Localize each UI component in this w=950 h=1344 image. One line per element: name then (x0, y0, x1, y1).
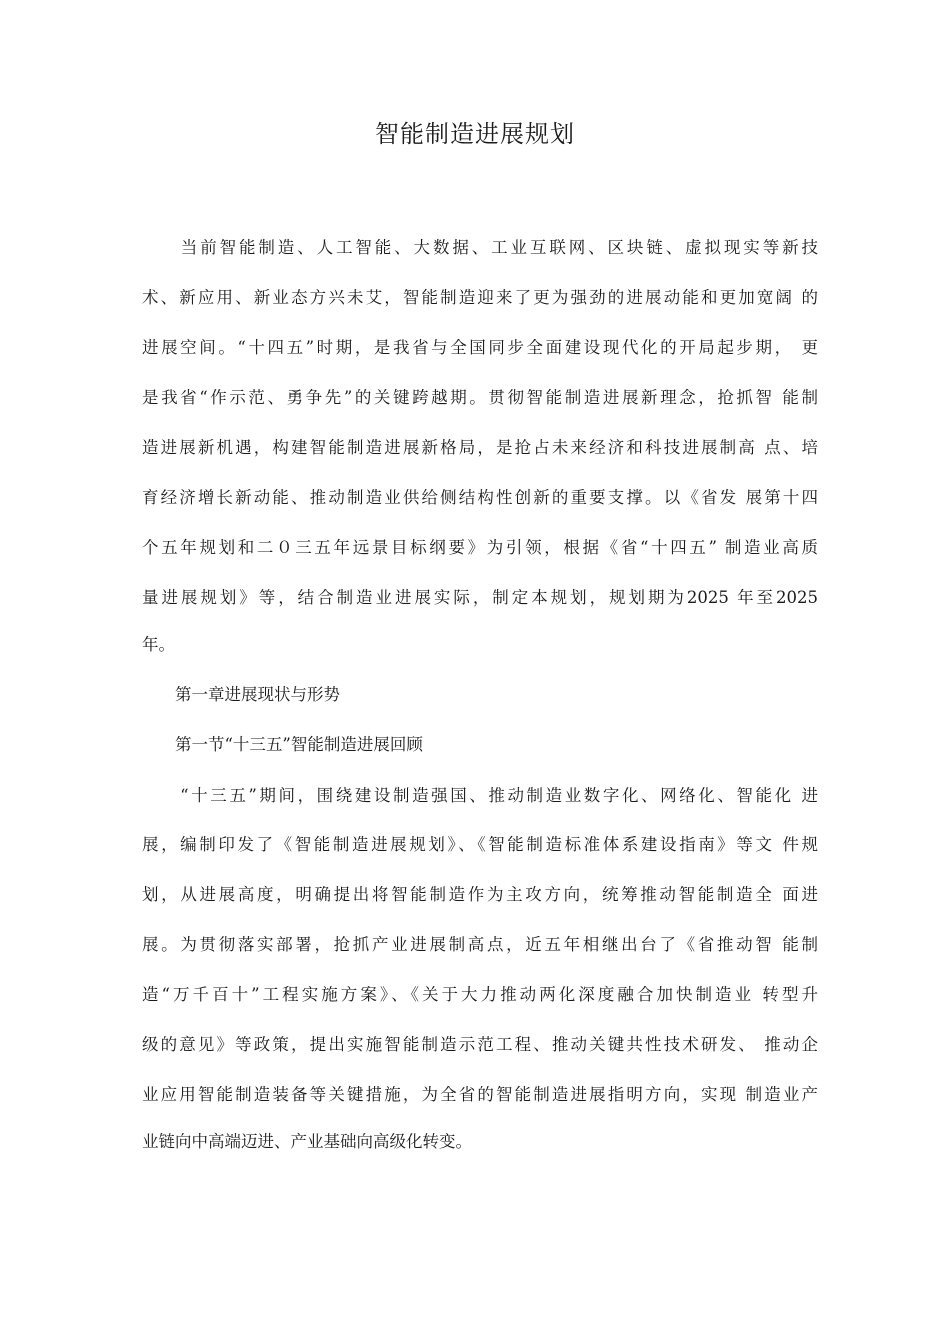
paragraph-line: 级的意见》等政策，提出实施智能制造示范工程、推动关键共性技术研发、 推动企 (142, 1035, 818, 1054)
paragraph-line: 量进展规划》等，结合制造业进展实际，制定本规划，规划期为2025 年至2025 (142, 588, 818, 607)
paragraph-line: 当前智能制造、人工智能、大数据、工业互联网、区块链、虚拟现实等新技 (142, 238, 818, 257)
section-heading: 第一节“十三五”智能制造进展回顾 (142, 735, 423, 754)
paragraph-line: 划，从进展高度，明确提出将智能制造作为主攻方向，统筹推动智能制造全 面进 (142, 885, 818, 904)
paragraph-line: 年。 (142, 635, 175, 654)
paragraph-line: 是我省“作示范、勇争先”的关键跨越期。贯彻智能制造进展新理念，抢抓智 能制 (142, 388, 818, 407)
paragraph-line: 造进展新机遇，构建智能制造进展新格局，是抢占未来经济和科技进展制高 点、培 (142, 438, 818, 457)
paragraph-line: “十三五”期间，围绕建设制造强国、推动制造业数字化、网络化、智能化 进 (142, 786, 818, 805)
paragraph-line: 个五年规划和二０三五年远景目标纲要》为引领，根据《省“十四五” 制造业高质 (142, 538, 818, 557)
paragraph-line: 业应用智能制造装备等关键措施，为全省的智能制造进展指明方向，实现 制造业产 (142, 1085, 818, 1104)
paragraph-line: 进展空间。“十四五”时期，是我省与全国同步全面建设现代化的开局起步期， 更 (142, 338, 818, 357)
chapter-heading: 第一章进展现状与形势 (142, 685, 340, 704)
paragraph-line: 育经济增长新动能、推动制造业供给侧结构性创新的重要支撑。以《省发 展第十四 (142, 488, 818, 507)
paragraph-line: 业链向中高端迈进、产业基础向高级化转变。 (142, 1132, 472, 1151)
paragraph-line: 术、新应用、新业态方兴未艾，智能制造迎来了更为强劲的进展动能和更加宽阔 的 (142, 288, 818, 307)
paragraph-line: 展。为贯彻落实部署，抢抓产业进展制高点，近五年相继出台了《省推动智 能制 (142, 935, 818, 954)
document-title: 智能制造进展规划 (375, 120, 575, 148)
paragraph-line: 造“万千百十”工程实施方案》、《关于大力推动两化深度融合加快制造业 转型升 (142, 985, 818, 1004)
paragraph-line: 展，编制印发了《智能制造进展规划》、《智能制造标准体系建设指南》等文 件规 (142, 835, 818, 854)
